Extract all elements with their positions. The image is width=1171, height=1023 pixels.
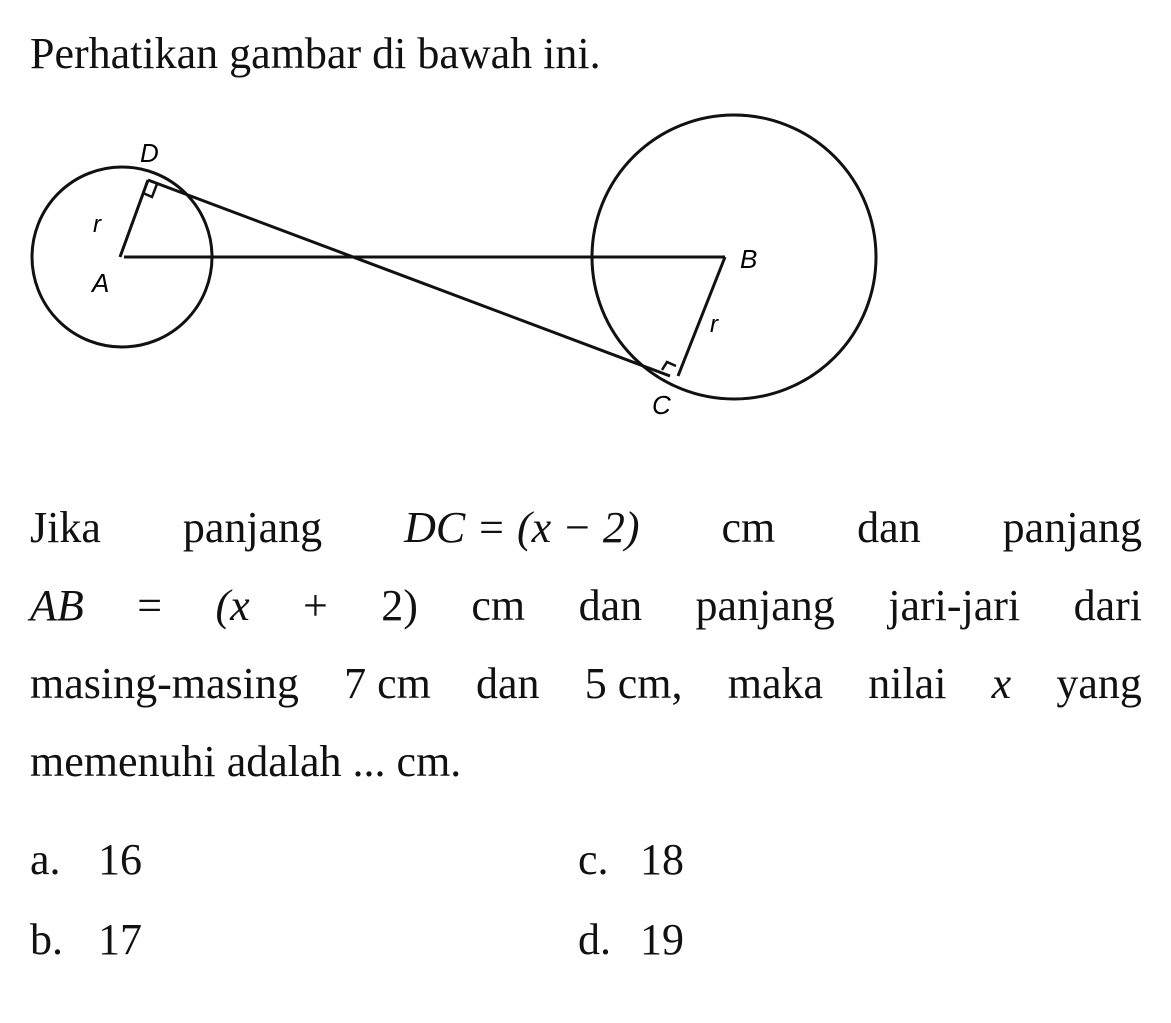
option-a[interactable] xyxy=(30,832,142,888)
label-c: C xyxy=(652,390,671,420)
label-b: B xyxy=(740,244,758,274)
segment-ad xyxy=(120,180,148,257)
label-a: A xyxy=(92,268,110,298)
right-angle-c xyxy=(662,362,676,370)
label-d: D xyxy=(140,138,159,168)
option-a-value: 16 xyxy=(98,835,142,884)
tangent-dc xyxy=(148,180,670,376)
question-line-3: masing-masing 7 cm dan 5 cm, maka nilai x yang xyxy=(30,659,1142,708)
question-line-1: Jika panjang DC = (x − 2) cm dan panjang xyxy=(30,503,1142,552)
option-d[interactable] xyxy=(578,912,684,968)
label-r-right: r xyxy=(710,311,718,338)
question-line-2: AB = (x + 2) cm dan panjang jari-jari dari xyxy=(30,581,1142,630)
option-b-value: 17 xyxy=(98,915,142,964)
option-c-letter: c. xyxy=(578,835,609,884)
option-a-letter: a. xyxy=(30,835,61,884)
option-d-value: 19 xyxy=(640,915,684,964)
option-b-letter: b. xyxy=(30,915,63,964)
label-r-left: r xyxy=(93,211,101,238)
option-d-letter: d. xyxy=(578,915,611,964)
option-b[interactable] xyxy=(30,912,142,968)
intro-text: Perhatikan gambar di bawah ini. xyxy=(30,29,601,78)
option-c[interactable] xyxy=(578,832,684,888)
question-text xyxy=(30,498,1142,810)
option-c-value: 18 xyxy=(640,835,684,884)
tangent-circles-figure xyxy=(0,100,1171,445)
question-line-4: memenuhi adalah ... cm. xyxy=(30,737,462,786)
